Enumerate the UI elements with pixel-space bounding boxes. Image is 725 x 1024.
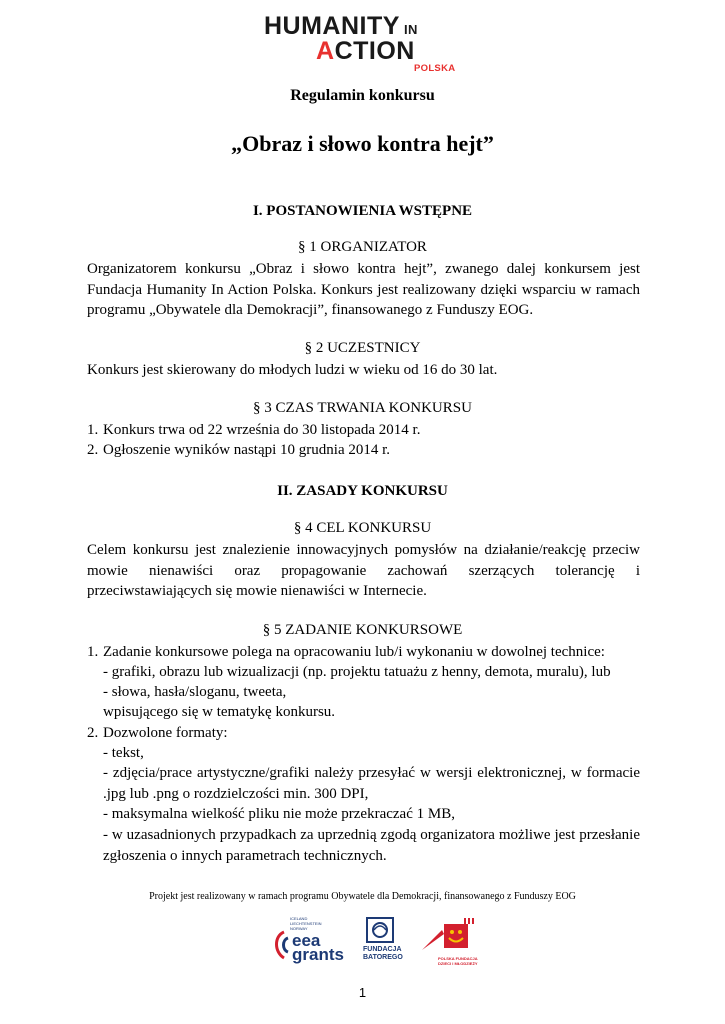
paragraph-1-text: [87, 259, 640, 321]
humanity-in-action-logo: [264, 10, 464, 74]
fundacja-batorego-logo: [360, 916, 410, 968]
list-text: Ogłoszenie wyników nastąpi 10 grudnia 2014 r.: [103, 442, 391, 458]
pfdz-name-line: DZIECI I MŁODZIEŻY: [438, 961, 478, 966]
pfdz-name-line: POLSKA FUNDACJA: [438, 956, 478, 961]
list-number: 2.: [87, 442, 99, 458]
batory-name-line: FUNDACJA: [363, 946, 402, 953]
footer-text: Projekt jest realizowany w ramach programu Obywatele dla Demokracji, finansowanego z Funduszy EOG: [149, 891, 576, 902]
eea-swirl-icon: [272, 930, 292, 960]
goal-text: Celem konkursu jest znalezienie innowacyjnych pomysłów na działanie/reakcję przeciw mowie nienawiści oraz propagowanie zachowań szerzących tolerancję i przeciwstawiających się mowie nienawiści w Internecie.: [87, 542, 640, 599]
eea-grants-logo: [268, 916, 348, 968]
list-text: Zadanie konkursowe polega na opracowaniu lub/i wykonaniu w dowolnej technice:: [103, 644, 605, 660]
logo-a-letter: A: [316, 37, 335, 65]
logo-in-text: IN: [403, 22, 418, 37]
logo-action-text: CTION: [334, 37, 415, 65]
sub-item: - tekst,: [103, 745, 144, 761]
logo-country-text: POLSKA: [414, 63, 456, 74]
sub-item: - w uzasadnionych przypadkach za uprzednią zgodą organizatora możliwe jest przesłanie zgłoszenia o innych parametrach technicznych.: [103, 827, 640, 864]
paragraph-heading-4: § 4 CEL KONKURSU: [293, 520, 432, 536]
page-number: 1: [358, 985, 367, 1000]
paragraph-2-text: [87, 360, 640, 381]
paragraph-heading-2: § 2 UCZESTNICY: [304, 340, 421, 356]
participants-text: Konkurs jest skierowany do młodych ludzi w wieku od 16 do 30 lat.: [87, 362, 498, 378]
list-text: Dozwolone formaty:: [103, 725, 228, 741]
organizer-text: Organizatorem konkursu „Obraz i słowo kontra hejt”, zwanego dalej konkursem jest Fundacja Humanity In Action Polska. Konkurs jest realizowany dzięki wsparciu w ramach programu „Obywatele dla Demokracji”, finansowanego z Funduszy EOG.: [87, 261, 640, 318]
sub-item: - grafiki, obrazu lub wizualizacji (np. projektu tatuażu z henny, demota, muralu), lub: [103, 664, 611, 680]
eea-country: NORWAY: [290, 926, 308, 931]
eea-name-line2: grants: [292, 945, 344, 964]
paragraph-heading-3: § 3 CZAS TRWANIA KONKURSU: [253, 400, 472, 416]
document-title: „Obraz i słowo kontra hejt”: [231, 131, 494, 156]
sub-item: - słowa, hasła/sloganu, tweeta,: [103, 684, 287, 700]
list-text: Konkurs trwa od 22 września do 30 listopada 2014 r.: [103, 422, 421, 438]
polska-fundacja-dzieci-logo: [420, 916, 480, 968]
list-number: 2.: [87, 725, 99, 741]
batory-emblem-icon: [365, 916, 395, 944]
eea-country: LIECHTENSTEIN: [290, 921, 322, 926]
paragraph-4-text: [87, 540, 640, 602]
sub-item: - zdjęcia/prace artystyczne/grafiki należy przesyłać w wersji elektronicznej, w formacie .jpg lub .png o rozdzielczości min. 300 DPI,: [103, 765, 640, 802]
section-heading-2: II. ZASADY KONKURSU: [277, 483, 448, 499]
logo-humanity-text: HUMANITY: [264, 12, 400, 40]
sub-item: wpisującego się w tematykę konkursu.: [103, 704, 336, 720]
sponsor-logos: [0, 916, 725, 976]
batory-name-line: BATOREGO: [363, 954, 403, 961]
document-subtitle: Regulamin konkursu: [290, 87, 435, 104]
eea-name-line1: eea: [292, 931, 321, 950]
list-number: 1.: [87, 422, 99, 438]
paragraph-heading-5: § 5 ZADANIE KONKURSOWE: [262, 622, 463, 638]
pfdz-emblem-icon: [420, 916, 480, 956]
sub-item: - maksymalna wielkość pliku nie może przekraczać 1 MB,: [103, 806, 455, 822]
list-number: 1.: [87, 644, 99, 660]
paragraph-heading-1: § 1 ORGANIZATOR: [298, 239, 427, 255]
section-heading-1: I. POSTANOWIENIA WSTĘPNE: [252, 203, 473, 219]
eea-country: ICELAND: [290, 916, 308, 921]
